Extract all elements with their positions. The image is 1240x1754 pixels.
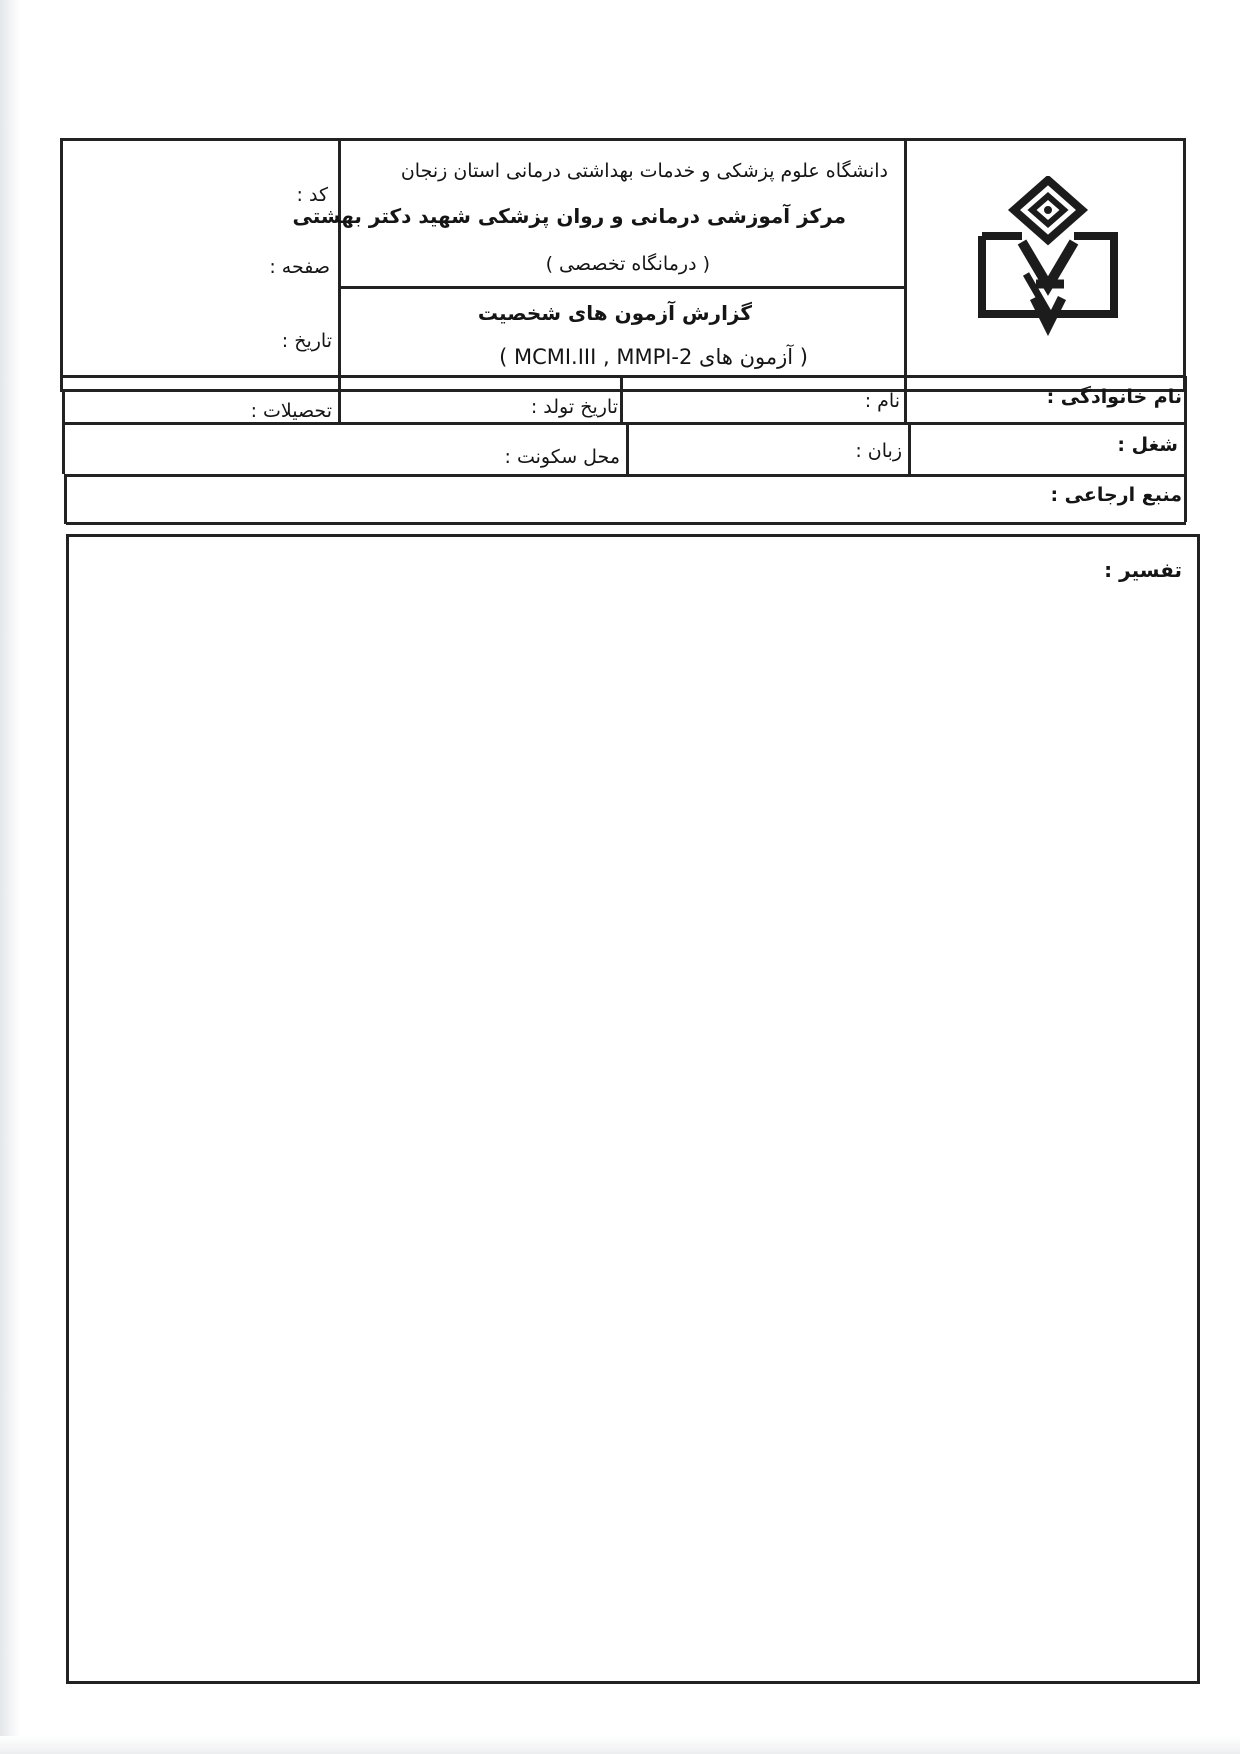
- info-row1-bottom: [62, 422, 1186, 425]
- interpretation-box: [66, 534, 1200, 1684]
- page-label: صفحه :: [269, 256, 330, 278]
- code-label: کد :: [296, 184, 328, 206]
- info-row1-divider-c: [904, 377, 907, 423]
- language-label: زبان :: [855, 440, 902, 462]
- residence-label: محل سکونت :: [504, 446, 620, 468]
- scan-edge-bottom: [0, 1736, 1240, 1754]
- info-row1-divider-b: [620, 377, 623, 423]
- header-divider-middle: [340, 286, 906, 289]
- interpretation-label: تفسیر :: [1104, 558, 1182, 582]
- date-label: تاریخ :: [281, 330, 332, 352]
- clinic-name: ( درمانگاه تخصصی ): [545, 253, 710, 275]
- scan-edge-left: [0, 0, 20, 1754]
- header-divider-left: [338, 140, 341, 390]
- family-name-label: نام خانوادگی :: [1046, 386, 1182, 408]
- occupation-label: شغل :: [1117, 434, 1178, 456]
- report-title: گزارش آزمون های شخصیت: [477, 301, 752, 325]
- info-left-border: [62, 390, 65, 474]
- info-row2-bottom: [64, 474, 1186, 477]
- institution-emblem-icon: [978, 176, 1118, 336]
- report-tests: ( آزمون های MCMI.III , MMPI-2 ): [499, 345, 808, 369]
- info-right-border: [1184, 376, 1187, 522]
- info-row2-divider-a: [626, 425, 629, 475]
- referral-source-label: منبع ارجاعی :: [1050, 484, 1182, 506]
- info-row2-divider-b: [908, 425, 911, 475]
- center-name: مرکز آموزشی درمانی و روان پزشکی شهید دکتر بهشتی: [292, 204, 846, 228]
- referral-row-bottom: [66, 522, 1186, 525]
- referral-left-border: [64, 474, 67, 524]
- header-divider-bottom: [62, 375, 1184, 378]
- birth-date-label: تاریخ تولد :: [530, 396, 618, 418]
- education-label: تحصیلات :: [250, 400, 332, 422]
- university-name: دانشگاه علوم پزشکی و خدمات بهداشتی درمانی استان زنجان: [400, 160, 888, 182]
- first-name-label: نام :: [864, 390, 900, 412]
- info-row1-divider-a: [338, 377, 341, 423]
- header-divider-right: [904, 140, 907, 377]
